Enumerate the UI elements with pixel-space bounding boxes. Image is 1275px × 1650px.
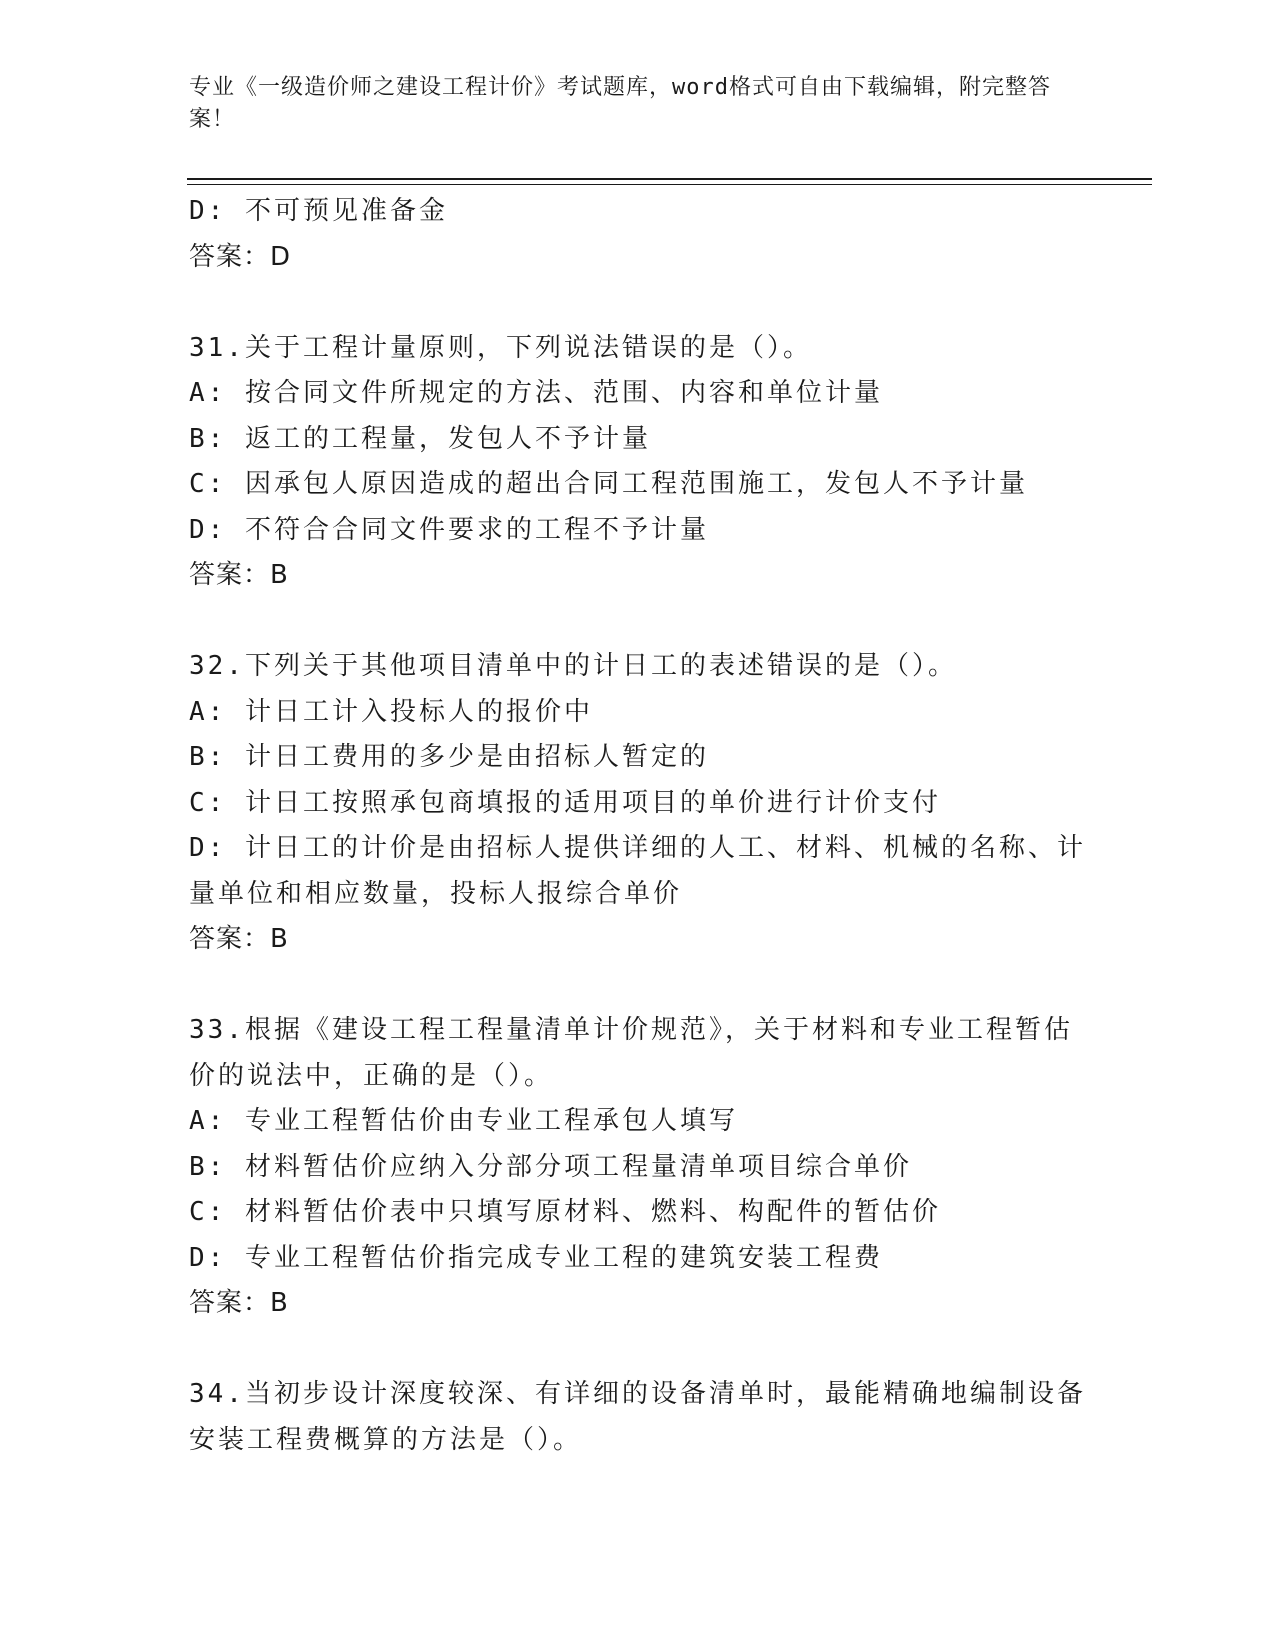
option-b: B: 材料暂估价应纳入分部分项工程量清单项目综合单价 — [189, 1151, 912, 1182]
option-a: A: 按合同文件所规定的方法、范围、内容和单位计量 — [189, 378, 883, 408]
option-d: D: 不符合合同文件要求的工程不予计量 — [189, 514, 709, 545]
option-a: A: 专业工程暂估价由专业工程承包人填写 — [189, 1106, 738, 1136]
spacer — [189, 599, 1089, 645]
answer-text: 答案：B — [189, 924, 289, 954]
header-divider-thick — [187, 178, 1152, 180]
question-31-block — [189, 326, 1089, 599]
question-32-block — [189, 644, 1089, 963]
option-d-line-2: 量单位和相应数量，投标人报综合单价 — [189, 878, 683, 909]
question-33-block — [189, 1008, 1089, 1327]
question-34-block — [189, 1372, 1089, 1463]
question-stem-line-1: 33.根据《建设工程工程量清单计价规范》，关于材料和专业工程暂估 — [189, 1015, 1073, 1045]
option-c: C: 因承包人原因造成的超出合同工程范围施工，发包人不予计量 — [189, 469, 1028, 499]
question-stem-line-2: 价的说法中，正确的是（）。 — [189, 1060, 554, 1091]
question-30-block — [189, 189, 1089, 280]
spacer — [189, 963, 1089, 1009]
header-divider-thin — [187, 184, 1152, 185]
question-stem-line-1: 34.当初步设计深度较深、有详细的设备清单时，最能精确地编制设备 — [189, 1379, 1086, 1409]
option-a: A: 计日工计入投标人的报价中 — [189, 696, 593, 727]
answer-text: 答案：B — [189, 1288, 289, 1318]
document-header: 专业《一级造价师之建设工程计价》考试题库，word格式可自由下载编辑，附完整答案！ — [189, 75, 1051, 132]
option-c: C: 材料暂估价表中只填写原材料、燃料、构配件的暂估价 — [189, 1197, 941, 1227]
answer-text: 答案：B — [189, 560, 289, 590]
option-c: C: 计日工按照承包商填报的适用项目的单价进行计价支付 — [189, 787, 941, 818]
question-stem: 32.下列关于其他项目清单中的计日工的表述错误的是（）。 — [189, 651, 957, 681]
spacer — [189, 1327, 1089, 1373]
option-d: D: 专业工程暂估价指完成专业工程的建筑安装工程费 — [189, 1242, 883, 1273]
question-stem: 31.关于工程计量原则，下列说法错误的是（）。 — [189, 332, 812, 363]
question-stem-line-2: 安装工程费概算的方法是（）。 — [189, 1424, 583, 1455]
question-list — [189, 189, 1089, 1463]
answer-text: 答案：D — [189, 241, 292, 272]
option-d-line-1: D: 计日工的计价是由招标人提供详细的人工、材料、机械的名称、计 — [189, 833, 1086, 863]
option-b: B: 计日工费用的多少是由招标人暂定的 — [189, 742, 709, 772]
spacer — [189, 280, 1089, 326]
option-d: D: 不可预见准备金 — [189, 196, 448, 226]
option-b: B: 返工的工程量，发包人不予计量 — [189, 423, 651, 454]
